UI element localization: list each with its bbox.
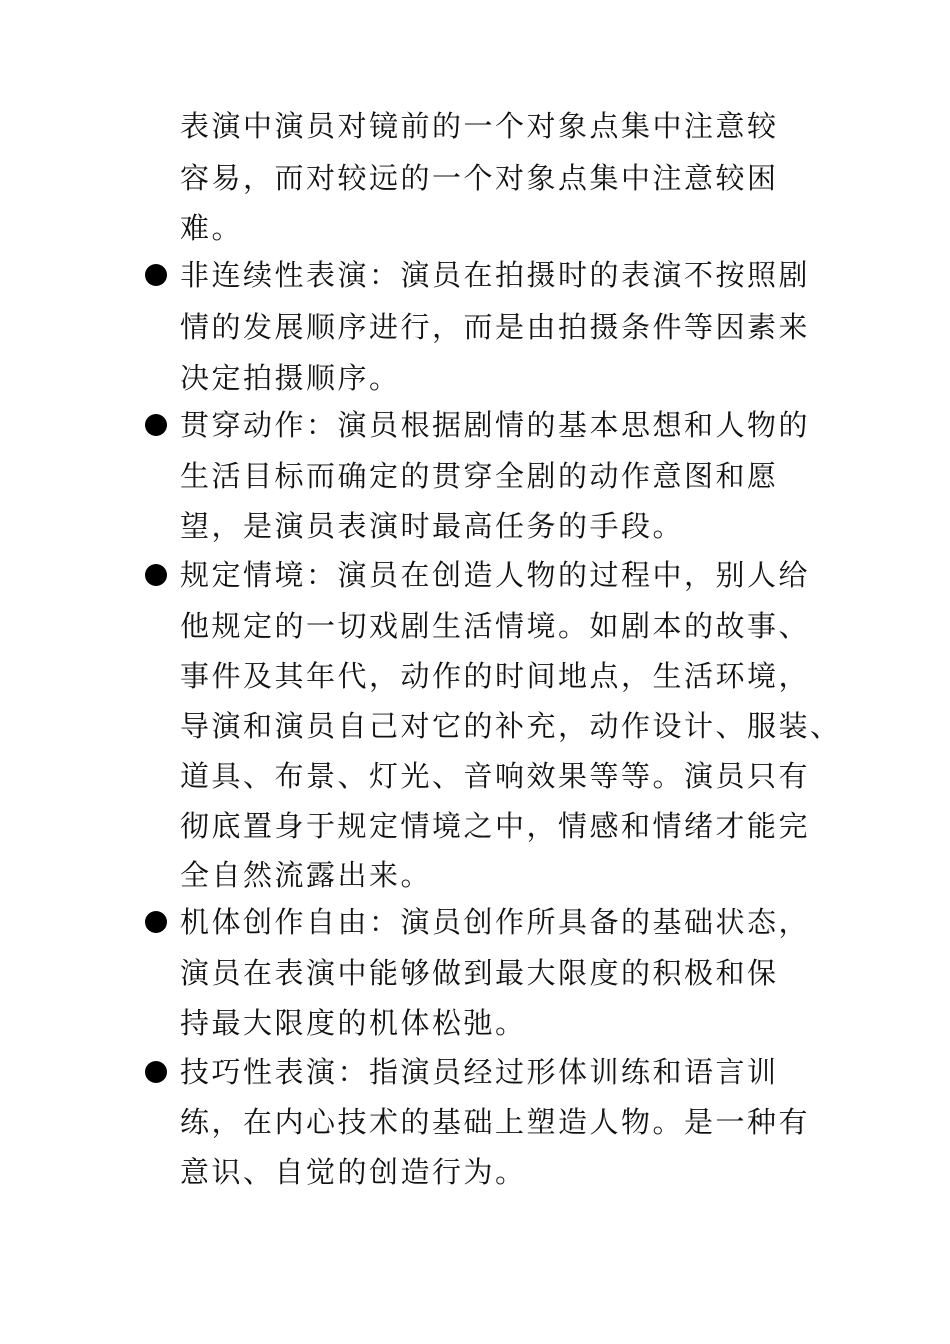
text-line: 彻底置身于规定情境之中，情感和情绪才能完: [180, 809, 811, 843]
text-line: 意识、自觉的创造行为。: [180, 1155, 527, 1189]
text-line: 贯穿动作：演员根据剧情的基本思想和人物的: [180, 408, 811, 442]
text-line: 表演中演员对镜前的一个对象点集中注意较: [180, 109, 779, 143]
bullet-icon: [145, 1061, 167, 1083]
text-line: 机体创作自由：演员创作所具备的基础状态，: [180, 905, 811, 939]
text-line: 练，在内心技术的基础上塑造人物。是一种有: [180, 1105, 811, 1139]
text-line: 望，是演员表演时最高任务的手段。: [180, 509, 685, 543]
bullet-icon: [145, 414, 167, 436]
text-line: 规定情境：演员在创造人物的过程中，别人给: [180, 558, 811, 592]
text-line: 难。: [180, 211, 244, 245]
bullet-icon: [145, 911, 167, 933]
text-line: 生活目标而确定的贯穿全剧的动作意图和愿: [180, 459, 779, 493]
text-line: 全自然流露出来。: [180, 858, 433, 892]
text-line: 非连续性表演：演员在拍摄时的表演不按照剧: [180, 258, 811, 292]
text-line: 情的发展顺序进行，而是由拍摄条件等因素来: [180, 310, 811, 344]
text-line: 技巧性表演：指演员经过形体训练和语言训: [180, 1055, 779, 1089]
text-line: 事件及其年代，动作的时间地点，生活环境，: [180, 659, 811, 693]
bullet-icon: [145, 564, 167, 586]
text-line: 导演和演员自己对它的补充，动作设计、服装、: [180, 709, 842, 743]
text-line: 决定拍摄顺序。: [180, 361, 401, 395]
text-line: 他规定的一切戏剧生活情境。如剧本的故事、: [180, 609, 811, 643]
text-line: 持最大限度的机体松弛。: [180, 1006, 527, 1040]
text-line: 道具、布景、灯光、音响效果等等。演员只有: [180, 759, 811, 793]
text-line: 演员在表演中能够做到最大限度的积极和保: [180, 956, 779, 990]
bullet-icon: [145, 264, 167, 286]
text-line: 容易，而对较远的一个对象点集中注意较困: [180, 161, 779, 195]
